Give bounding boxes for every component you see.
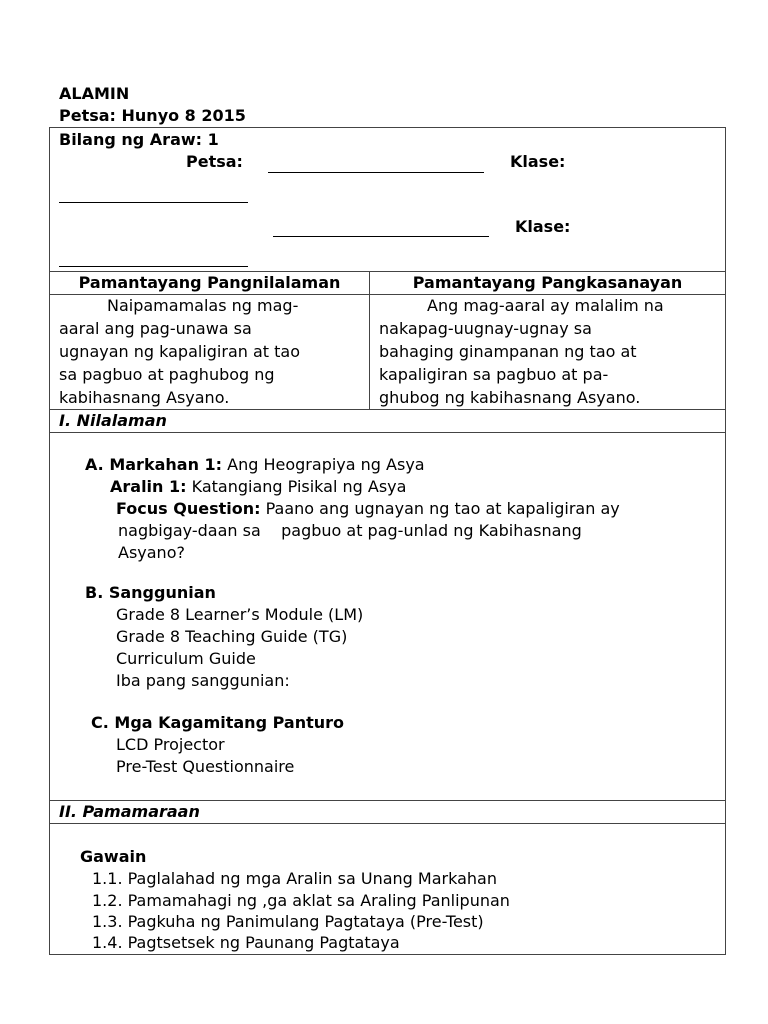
day-count: Bilang ng Araw: 1 [59, 130, 219, 149]
focus-question-text: nagbigay-daan sa pagbuo at pag-unlad ng Kabihasnang [118, 521, 582, 540]
section-heading-nilalaman: I. Nilalaman [59, 411, 167, 430]
content-standard-line: aaral ang pag-unawa sa [59, 319, 252, 338]
sanggunian-label: B. Sanggunian [85, 583, 216, 602]
sanggunian-item: Grade 8 Teaching Guide (TG) [116, 627, 348, 646]
gawain-item: 1.4. Pagtsetsek ng Paunang Pagtataya [92, 933, 400, 952]
row-divider [49, 823, 726, 824]
gawain-label: Gawain [80, 847, 147, 866]
petsa-blank-2 [273, 236, 489, 237]
klase-blank [59, 202, 248, 203]
focus-question-text: Paano ang ugnayan ng tao at kapaligiran ay [265, 499, 620, 518]
markahan-value: Ang Heograpiya ng Asya [227, 455, 425, 474]
markahan-label: A. Markahan 1: [85, 455, 223, 474]
content-standard-line: kabihasnang Asyano. [59, 388, 230, 407]
gawain-item: 1.3. Pagkuha ng Panimulang Pagtataya (Pre-Test) [92, 912, 484, 931]
table-border-right [725, 127, 726, 955]
content-standard-line: ugnayan ng kapaligiran at tao [59, 342, 301, 361]
sanggunian-item: Grade 8 Learner’s Module (LM) [116, 605, 364, 624]
row-divider [49, 432, 726, 433]
petsa-label: Petsa: [186, 152, 243, 171]
klase-blank-2 [59, 266, 248, 267]
aralin-label: Aralin 1: [110, 477, 187, 496]
skill-standard-line: kapaligiran sa pagbuo at pa- [379, 365, 609, 384]
skill-standard-line: Ang mag-aaral ay malalim na [427, 296, 664, 315]
gawain-item: 1.2. Pamamahagi ng ,ga aklat sa Araling Panlipunan [92, 891, 510, 910]
skill-standard-line: ghubog ng kabihasnang Asyano. [379, 388, 641, 407]
skill-standard-line: bahaging ginampanan ng tao at [379, 342, 637, 361]
content-standard-line: sa pagbuo at paghubog ng [59, 365, 275, 384]
focus-question-label: Focus Question: [116, 499, 261, 518]
content-standard-line: Naipamamalas ng mag- [107, 296, 299, 315]
klase-label-2: Klase: [515, 217, 571, 236]
sanggunian-item: Iba pang sanggunian: [116, 671, 290, 690]
kagamitan-item: Pre-Test Questionnaire [116, 757, 295, 776]
aralin-line [110, 476, 406, 498]
petsa-blank [268, 172, 484, 173]
klase-label: Klase: [510, 152, 566, 171]
standards-header-skills: Pamantayang Pangkasanayan [412, 273, 683, 292]
sanggunian-item: Curriculum Guide [116, 649, 256, 668]
standards-header-content: Pamantayang Pangnilalaman [78, 273, 341, 292]
kagamitan-item: LCD Projector [116, 735, 225, 754]
table-border-left [49, 127, 50, 955]
focus-question-line [116, 498, 620, 520]
document-title: ALAMIN [59, 84, 130, 103]
markahan-line [85, 454, 425, 476]
table-border-bottom [49, 954, 726, 955]
section-heading-pamamaraan: II. Pamamaraan [59, 802, 200, 821]
document-date: Petsa: Hunyo 8 2015 [59, 106, 246, 125]
gawain-item: 1.1. Paglalahad ng mga Aralin sa Unang Markahan [92, 869, 497, 888]
kagamitan-label: C. Mga Kagamitang Panturo [91, 713, 344, 732]
aralin-value: Katangiang Pisikal ng Asya [191, 477, 407, 496]
focus-question-text: Asyano? [118, 543, 185, 562]
table-border-top [49, 127, 726, 128]
skill-standard-line: nakapag-uugnay-ugnay sa [379, 319, 592, 338]
